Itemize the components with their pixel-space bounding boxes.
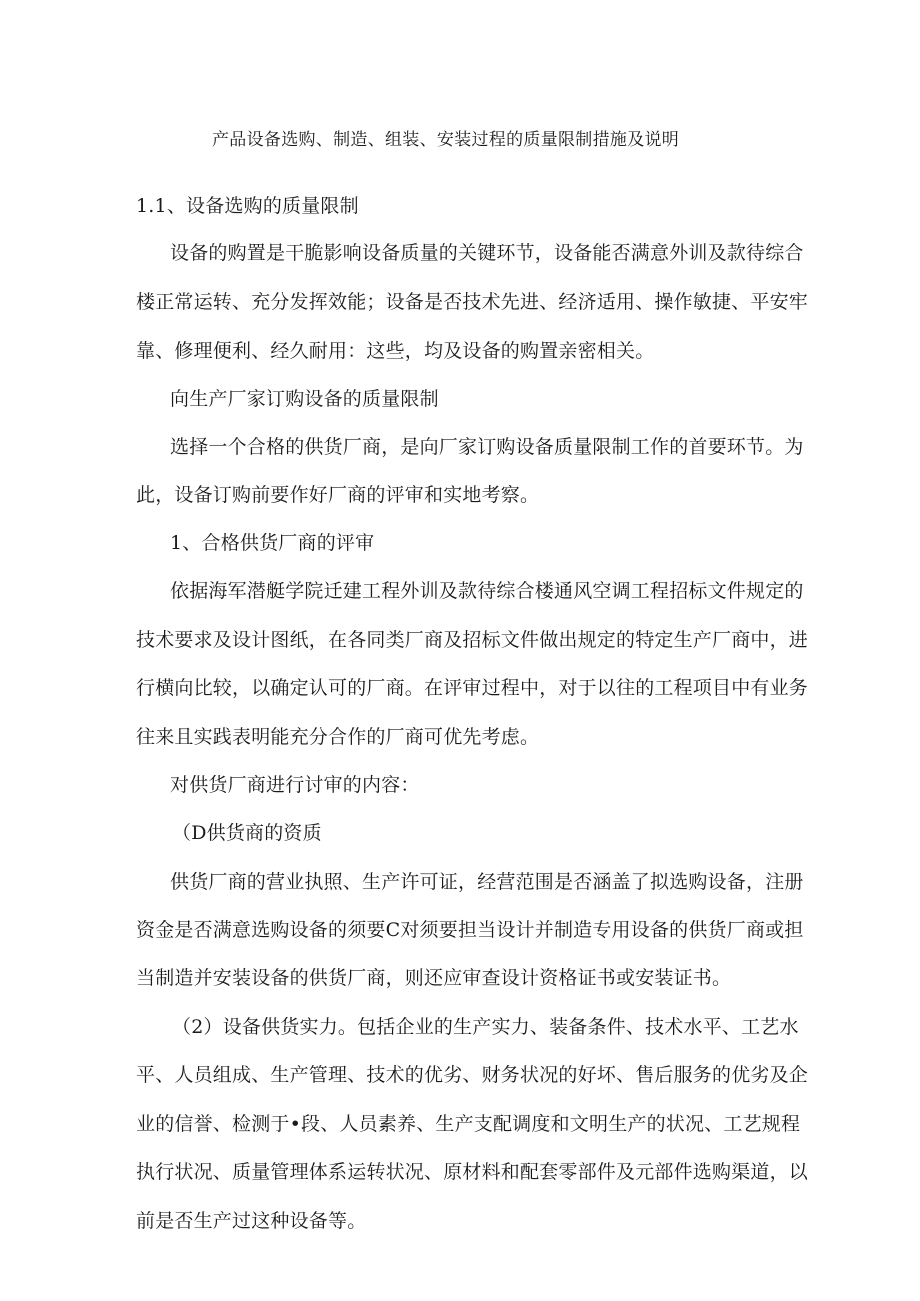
- paragraph-line: 执行状况、质量管理体系运转状况、原材料和配套零部件及元部件选购渠道，以: [136, 1161, 809, 1183]
- paragraph-line: 楼正常运转、充分发挥效能；设备是否技术先进、经济适用、操作敏捷、平安牢: [136, 291, 809, 313]
- document-title: 产品设备选购、制造、组装、安装过程的质量限制措施及说明: [212, 130, 680, 150]
- paragraph-line: 往来且实践表明能充分合作的厂商可优先考虑。: [136, 726, 540, 748]
- list-item-1: 1、合格供货厂商的评审: [170, 532, 375, 554]
- paragraph-line: 设备的购置是干脆影响设备质量的关键环节，设备能否满意外训及款待综合: [170, 242, 804, 264]
- sub-item-1: （D供货商的资质: [172, 822, 322, 844]
- paragraph-line: 选择一个合格的供货厂商，是向厂家订购设备质量限制工作的首要环节。为: [170, 436, 804, 458]
- review-content-label: 对供货厂商进行讨审的内容：: [170, 774, 420, 796]
- paragraph-line: 当制造并安装设备的供货厂商，则还应审查设计资格证书或安装证书。: [136, 967, 732, 989]
- paragraph-line: 平、人员组成、生产管理、技术的优劣、财务状况的好坏、售后服务的优劣及企: [136, 1064, 809, 1086]
- paragraph-line: 前是否生产过这种设备等。: [136, 1210, 367, 1232]
- subheading-factory-order: 向生产厂家订购设备的质量限制: [170, 388, 439, 410]
- paragraph-line: 技术要求及设计图纸，在各同类厂商及招标文件做出规定的特定生产厂商中，进: [136, 629, 809, 651]
- paragraph-line: 资金是否满意选购设备的须要C对须要担当设计并制造专用设备的供货厂商或担: [136, 919, 804, 941]
- paragraph-line: （2）设备供货实力。包括企业的生产实力、装备条件、技术水平、工艺水: [172, 1016, 799, 1038]
- paragraph-line: 靠、修理便利、经久耐用：这些，均及设备的购置亲密相关。: [136, 340, 655, 362]
- paragraph-line: 依据海军潜艇学院迁建工程外训及款待综合楼通风空调工程招标文件规定的: [170, 580, 804, 602]
- section-heading-1-1: 1.1、设备选购的质量限制: [136, 195, 359, 217]
- paragraph-line: 此，设备订购前要作好厂商的评审和实地考察。: [136, 484, 540, 506]
- paragraph-line: 业的信誉、检测于•段、人员素养、生产支配调度和文明生产的状况、工艺规程: [136, 1113, 801, 1135]
- paragraph-line: 供货厂商的营业执照、生产许可证，经营范围是否涵盖了拟选购设备，注册: [170, 871, 804, 893]
- paragraph-line: 行横向比较，以确定认可的厂商。在评审过程中，对于以往的工程项目中有业务: [136, 677, 809, 699]
